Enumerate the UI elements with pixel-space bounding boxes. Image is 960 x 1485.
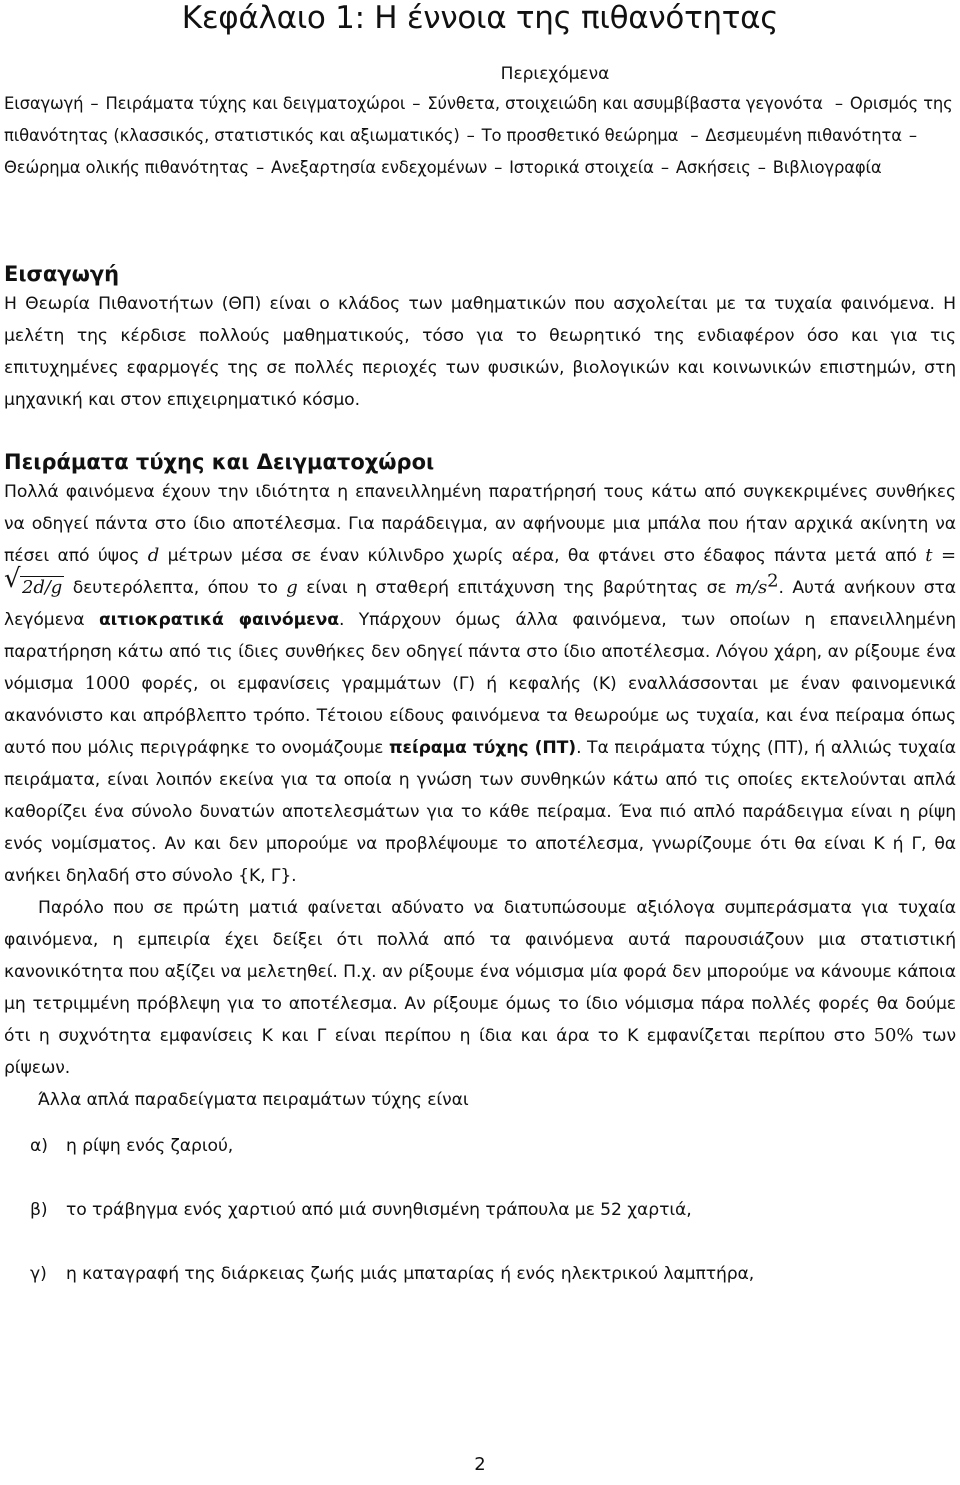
- text-run: δευτερόλεπτα, όπου το: [72, 578, 278, 598]
- contents-separator: –: [757, 158, 766, 177]
- contents-item: Ανεξαρτησία ενδεχομένων: [271, 158, 488, 177]
- math-var-d: d: [147, 545, 160, 566]
- text-run: Πολλά φαινόμενα έχουν την ιδιότητα η επανειλλημένη παρατήρησή τους κάτω από συγκεκριμένες συνθήκες να οδηγεί πάντα στο ίδιο αποτέλεσμα. Για παράδειγμα, αν αφήνουμε μια μπάλα που ήταν αρχικά ακίνητη να πέσει από ύψος: [4, 482, 956, 566]
- math-sqrt-body: 2d/g: [22, 577, 63, 598]
- intro-paragraph: Η Θεωρία Πιθανοτήτων (ΘΠ) είναι ο κλάδος των μαθηματικών που ασχολείται με τα τυχαία φαινόμενα. Η μελέτη της κέρδισε πολλούς μαθηματικούς, τόσο για το θεωρητικό της ενδιαφέρον όσο και για τις επιτυχημένες εφαρμογές της σε πολλές περιοχές των φυσικών, βιολογικών και κοινωνικών επιστημών, στη μηχανική και στον επιχειρηματικό κόσμο.: [4, 294, 956, 410]
- text-run: . Αυτά ανήκουν στα λεγόμενα: [4, 578, 956, 630]
- text-run: είναι η σταθερή επιτάχυνση της βαρύτητας σε: [306, 578, 727, 598]
- section-paragraph-1: [4, 476, 956, 892]
- math-unit: m/s: [735, 577, 768, 598]
- contents-separator: –: [90, 94, 99, 113]
- contents-item: Δεσμευμένη πιθανότητα: [705, 126, 902, 145]
- contents-list: [4, 88, 956, 184]
- term-random-experiment: πείραμα τύχης (ΠΤ): [389, 738, 577, 758]
- text-run: φορές, οι εμφανίσεις γραμμάτων (Γ) ή κεφαλής (Κ) εναλλάσσονται με έναν φαινομενικά ακανόνιστο και απρόβλεπτο τρόπο. Τέτοιου είδους φαινόμενα τα θεωρούμε ως τυχαία, και ένα πείραμα όπως αυτό που μόλις περιγράφηκε το ονομάζουμε: [4, 674, 956, 758]
- list-text: η ρίψη ενός ζαριού,: [66, 1136, 234, 1156]
- list-label: γ): [30, 1264, 47, 1284]
- contents-separator: –: [660, 158, 669, 177]
- contents-separator: –: [255, 158, 264, 177]
- term-deterministic: αιτιοκρατικά φαινόμενα: [98, 610, 339, 630]
- text-run: Παρόλο που σε πρώτη ματιά φαίνεται αδύνατο να διατυπώσουμε αξιόλογα συμπεράσματα για τυχαία φαινόμενα, η εμπειρία έχει δείξει ότι πολλά από τα φαινόμενα αυτά παρουσιάζουν μια στατιστική κανονικότητα που αξίζει να μελετηθεί. Π.χ. αν ρίξουμε ένα νόμισμα μία φορά δεν μπορούμε να κάνουμε κάποια μη τετριμμένη πρόβλεψη για το αποτέλεσμα. Αν ρίξουμε όμως το ίδιο νόμισμα πάρα πολλές φορές θα δούμε ότι η συχνότητα εμφανίσεις Κ και Γ είναι περίπου η ίδια και άρα το Κ εμφανίζεται περίπου στο: [4, 898, 956, 1046]
- contents-item: Το προσθετικό θεώρημα: [481, 126, 679, 145]
- text-run: μέτρων μέσα σε έναν κύλινδρο χωρίς αέρα, θα φτάνει στο έδαφος πάντα μετά από: [167, 546, 917, 566]
- contents-separator: –: [690, 126, 699, 145]
- text-run: των ρίψεων.: [4, 1026, 956, 1078]
- section-title: Πειράματα τύχης και Δειγματοχώροι: [4, 450, 435, 474]
- page-number: 2: [474, 1454, 486, 1475]
- section-paragraph-2: [4, 892, 956, 1084]
- section-paragraph-3: Άλλα απλά παραδείγματα πειραμάτων τύχης είναι: [38, 1090, 469, 1110]
- contents-item: Σύνθετα, στοιχειώδη και ασυμβίβαστα γεγονότα: [427, 94, 823, 113]
- list-item: [30, 1134, 956, 1158]
- examples-list: [4, 1134, 956, 1286]
- sqrt-sign-icon: √: [4, 564, 21, 594]
- contents-separator: –: [412, 94, 421, 113]
- contents-heading: Περιεχόμενα: [500, 64, 610, 84]
- text-run: . Υπάρχουν όμως άλλα φαινόμενα, των οποίων η επανειλλημένη παρατήρηση κάτω από τις ίδιες συνθήκες δεν οδηγεί πάντα στο ίδιο αποτέλεσμα. Λόγου χάρη, αν ρίξουμε ένα νόμισμα: [4, 610, 956, 694]
- contents-separator: –: [834, 94, 843, 113]
- math-number: 1000: [84, 673, 131, 694]
- list-label: β): [30, 1200, 48, 1220]
- contents-item: Βιβλιογραφία: [772, 158, 882, 177]
- list-item: [30, 1198, 956, 1222]
- math-exponent: 2: [767, 570, 779, 592]
- contents-item: Εισαγωγή: [4, 94, 84, 113]
- contents-item: Πειράματα τύχης και δειγματοχώροι: [105, 94, 406, 113]
- contents-separator: –: [466, 126, 475, 145]
- list-item: [30, 1262, 956, 1286]
- contents-separator: –: [908, 126, 917, 145]
- list-label: α): [30, 1136, 48, 1156]
- contents-item: Ιστορικά στοιχεία: [509, 158, 654, 177]
- list-text: η καταγραφή της διάρκειας ζωής μιάς μπαταρίας ή ενός ηλεκτρικού λαμπτήρα,: [66, 1264, 755, 1284]
- list-text: το τράβηγμα ενός χαρτιού από μιά συνηθισμένη τράπουλα με 52 χαρτιά,: [66, 1200, 692, 1220]
- contents-item: Θεώρημα ολικής πιθανότητας: [4, 158, 249, 177]
- intro-title: Εισαγωγή: [4, 262, 120, 286]
- math-percent: 50%: [873, 1025, 914, 1046]
- text-run: . Τα πειράματα τύχης (ΠΤ), ή αλλιώς τυχαία πειράματα, είναι λοιπόν εκείνα για τα οποία η γνώση των συνθηκών κάτω από τις οποίες εκτελούνται απλά καθορίζει ένα σύνολο δυνατών αποτελεσμάτων για το κάθε πείραμα. Ένα πιό απλό παράδειγμα είναι η ρίψη ενός νομίσματος. Αν και δεν μπορούμε να προβλέψουμε το αποτέλεσμα, γνωρίζουμε ότι θα είναι Κ ή Γ, θα ανήκει δηλαδή στο σύνολο {Κ, Γ}.: [4, 738, 956, 886]
- contents-item: Ασκήσεις: [675, 158, 751, 177]
- math-var-g: g: [286, 577, 298, 598]
- chapter-title: Κεφάλαιο 1: Η έννοια της πιθανότητας: [181, 0, 779, 36]
- math-eq-lhs: t =: [925, 545, 957, 566]
- math-sqrt: [4, 564, 64, 604]
- contents-item: Ορισμός της πιθανότητας (κλασσικός, στατιστικός και αξιωματικός): [4, 94, 953, 145]
- contents-separator: –: [494, 158, 503, 177]
